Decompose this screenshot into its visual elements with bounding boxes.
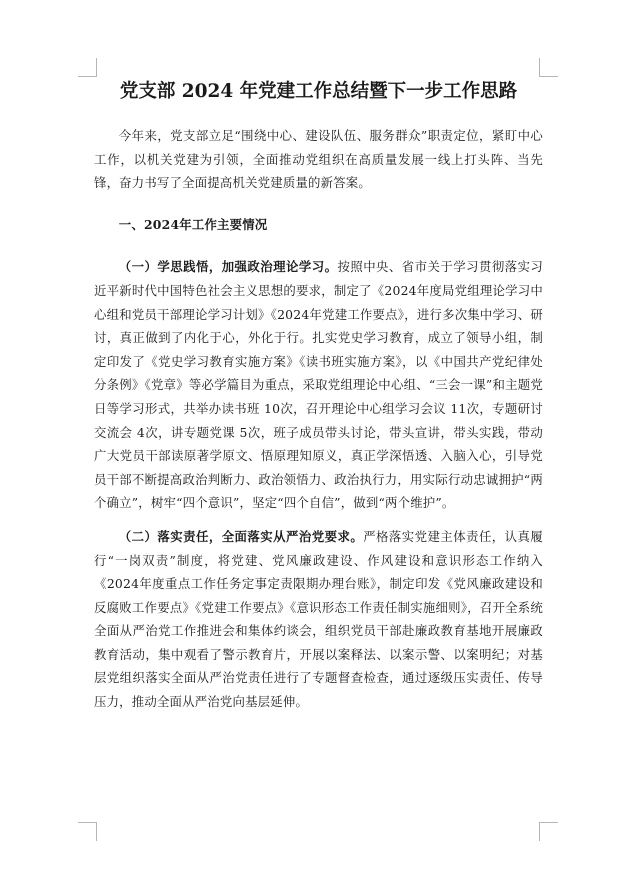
crop-mark-bottom-left xyxy=(78,822,97,841)
document-body xyxy=(94,78,543,714)
crop-mark-top-left xyxy=(78,58,97,77)
document-title: 党支部 2024 年党建工作总结暨下一步工作思路 xyxy=(119,81,518,102)
paragraph-responsibility xyxy=(94,525,543,714)
paragraph-study xyxy=(94,255,543,515)
section-heading: 一、2024年工作主要情况 xyxy=(118,216,268,232)
paragraph-responsibility-body: 严格落实党建主体责任，认真履行“一岗双责”制度，将党建、党风廉政建设、作风建设和意识形态工作纳入《2024年度重点工作任务定事定责限期办理台账》，制定印发《党风廉政建设和反腐败工作要点》《党建工作要点》《意识形态工作责任制实施细则》，召开全系统全面从严治党工作推进会和集体约谈会，组织党员干部赴廉政教育基地开展廉政教育活动，集中观看了警示教育片，开展以案释法、以案示警、以案明纪；对基层党组织落实全面从严治党责任进行了专题督查检查，通过逐级压实责任、传导压力，推动全面从严治党向基层延伸。 xyxy=(94,528,543,710)
paragraph-study-body: 按照中央、省市关于学习贯彻落实习近平新时代中国特色社会主义思想的要求，制定了《2024年度局党组理论学习中心组和党员干部理论学习计划》《2024年党建工作要点》，进行多次集中学习、研讨，真正做到了内化于心，外化于行。扎实党史学习教育，成立了领导小组，制定印发了《党史学习教育实施方案》《读书班实施方案》，以《中国共产党纪律处分条例》《党章》等必学篇目为重点，采取党组理论中心组、“三会一课”和主题党日等学习形式，共举办读书班 10次，召开理论中心组学习会议 11次，专题研讨交流会 4次，讲专题党课 5次，班子成员带头讨论，带头宣讲，带头实践，带动广大党员干部读原著学原文、悟原理知原义，真正学深悟透、入脑入心，引导党员干部不断提高政治判断力、政治领悟力、政治执行力，用实际行动忠诚拥护“两个确立”，树牢“四个意识”，坚定“四个自信”，做到“两个维护”。 xyxy=(94,259,543,511)
crop-mark-top-right xyxy=(539,58,558,77)
intro-paragraph: 今年来，党支部立足“围绕中心、建设队伍、服务群众”职责定位，紧盯中心工作，以机关党建为引领，全面推动党组织在高质量发展一线上打头阵、当先锋，奋力书写了全面提高机关党建质量的新答案。 xyxy=(94,128,543,191)
paragraph-study-lead: （一）学思践悟，加强政治理论学习。 xyxy=(118,259,338,275)
crop-mark-bottom-right xyxy=(539,822,558,841)
paragraph-responsibility-lead: （二）落实责任，全面落实从严治党要求。 xyxy=(118,528,364,544)
